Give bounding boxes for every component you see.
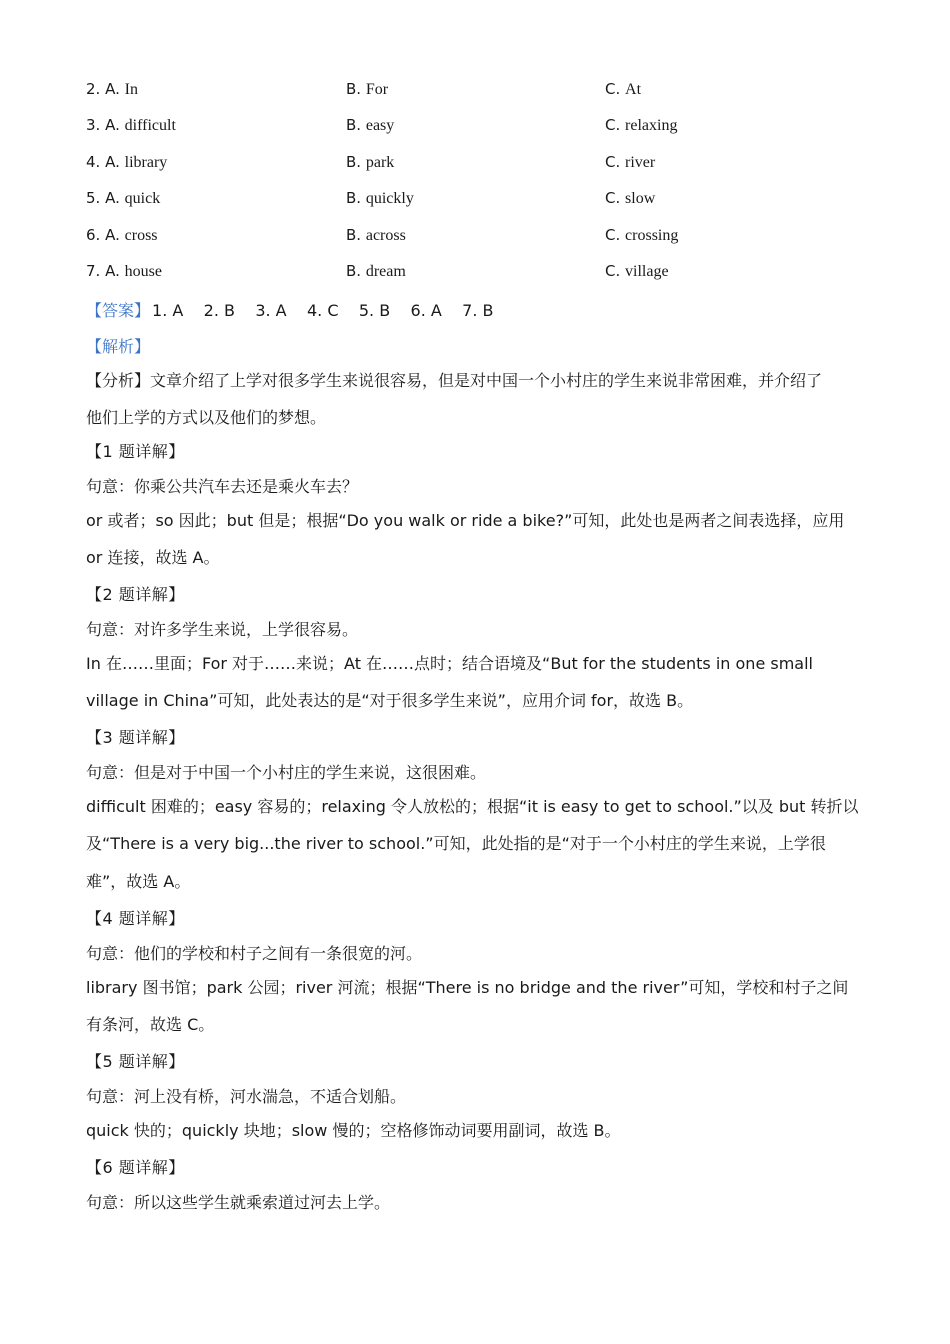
answer-label: 【答案】 <box>86 301 151 320</box>
option-a: 5. A. quick <box>86 189 161 207</box>
q1-sentence: 句意：你乘公共汽车去还是乘火车去？ <box>86 477 359 496</box>
answer-line <box>86 298 876 321</box>
analysis-intro-line-1: 【分析】文章介绍了上学对很多学生来说很容易，但是对中国一个小村庄的学生来说非常困难，并介绍了 <box>86 371 823 390</box>
q3-sentence: 句意：但是对于中国一个小村庄的学生来说，这很困难。 <box>86 763 487 782</box>
option-a: 6. A. cross <box>86 226 158 244</box>
q5-sentence: 句意：河上没有桥，河水湍急，不适合划船。 <box>86 1087 407 1106</box>
option-b: B. quickly <box>346 189 414 207</box>
option-row-3 <box>0 116 950 140</box>
q3-explanation-line-2: 及“There is a very big...the river to school.”可知，此处指的是“对于一个小村庄的学生来说，上学很 <box>86 834 826 853</box>
q6-heading: 【6 题详解】 <box>86 1158 185 1177</box>
analysis-intro-line-2: 他们上学的方式以及他们的梦想。 <box>86 408 327 427</box>
option-row-5 <box>0 189 950 213</box>
q4-sentence: 句意：他们的学校和村子之间有一条很宽的河。 <box>86 944 423 963</box>
option-c: C. river <box>605 153 656 171</box>
option-b: B. park <box>346 153 395 171</box>
option-row-6 <box>0 226 950 250</box>
option-c: C. relaxing <box>605 116 678 134</box>
option-row-2 <box>0 80 950 104</box>
option-b: B. across <box>346 226 406 244</box>
option-a: 2. A. In <box>86 80 138 98</box>
q2-explanation-line-1: In 在……里面；For 对于……来说；At 在……点时；结合语境及“But for the students in one small <box>86 654 813 673</box>
option-a: 3. A. difficult <box>86 116 176 134</box>
q2-explanation-line-2: village in China”可知，此处表达的是“对于很多学生来说”，应用介词 for，故选 B。 <box>86 691 694 710</box>
option-c: C. crossing <box>605 226 679 244</box>
q4-explanation-line-1: library 图书馆；park 公园；river 河流；根据“There is no bridge and the river”可知，学校和村子之间 <box>86 978 849 997</box>
answer-text: 1. A 2. B 3. A 4. C 5. B 6. A 7. B <box>152 301 494 320</box>
option-b: B. easy <box>346 116 395 134</box>
q3-explanation-line-1: difficult 困难的；easy 容易的；relaxing 令人放松的；根据“it is easy to get to school.”以及 but 转折以 <box>86 797 859 816</box>
q4-heading: 【4 题详解】 <box>86 909 185 928</box>
option-a: 4. A. library <box>86 153 168 171</box>
option-row-7 <box>0 262 950 286</box>
q1-explanation-line-2: or 连接，故选 A。 <box>86 548 220 567</box>
option-c: C. slow <box>605 189 656 207</box>
q3-heading: 【3 题详解】 <box>86 728 185 747</box>
q4-explanation-line-2: 有条河，故选 C。 <box>86 1015 215 1034</box>
q3-explanation-line-3: 难”，故选 A。 <box>86 872 191 891</box>
q2-sentence: 句意：对许多学生来说，上学很容易。 <box>86 620 359 639</box>
option-a: 7. A. house <box>86 262 162 280</box>
option-b: B. dream <box>346 262 406 280</box>
analysis-label: 【解析】 <box>86 337 151 356</box>
q5-explanation-line-1: quick 快的；quickly 块地；slow 慢的；空格修饰动词要用副词，故选 B。 <box>86 1121 621 1140</box>
q6-sentence: 句意：所以这些学生就乘索道过河去上学。 <box>86 1193 391 1212</box>
q2-heading: 【2 题详解】 <box>86 585 185 604</box>
q1-explanation-line-1: or 或者；so 因此；but 但是；根据“Do you walk or ride a bike?”可知，此处也是两者之间表选择，应用 <box>86 511 845 530</box>
option-b: B. For <box>346 80 389 98</box>
option-c: C. village <box>605 262 669 280</box>
q5-heading: 【5 题详解】 <box>86 1052 185 1071</box>
option-c: C. At <box>605 80 642 98</box>
q1-heading: 【1 题详解】 <box>86 442 185 461</box>
option-row-4 <box>0 153 950 177</box>
